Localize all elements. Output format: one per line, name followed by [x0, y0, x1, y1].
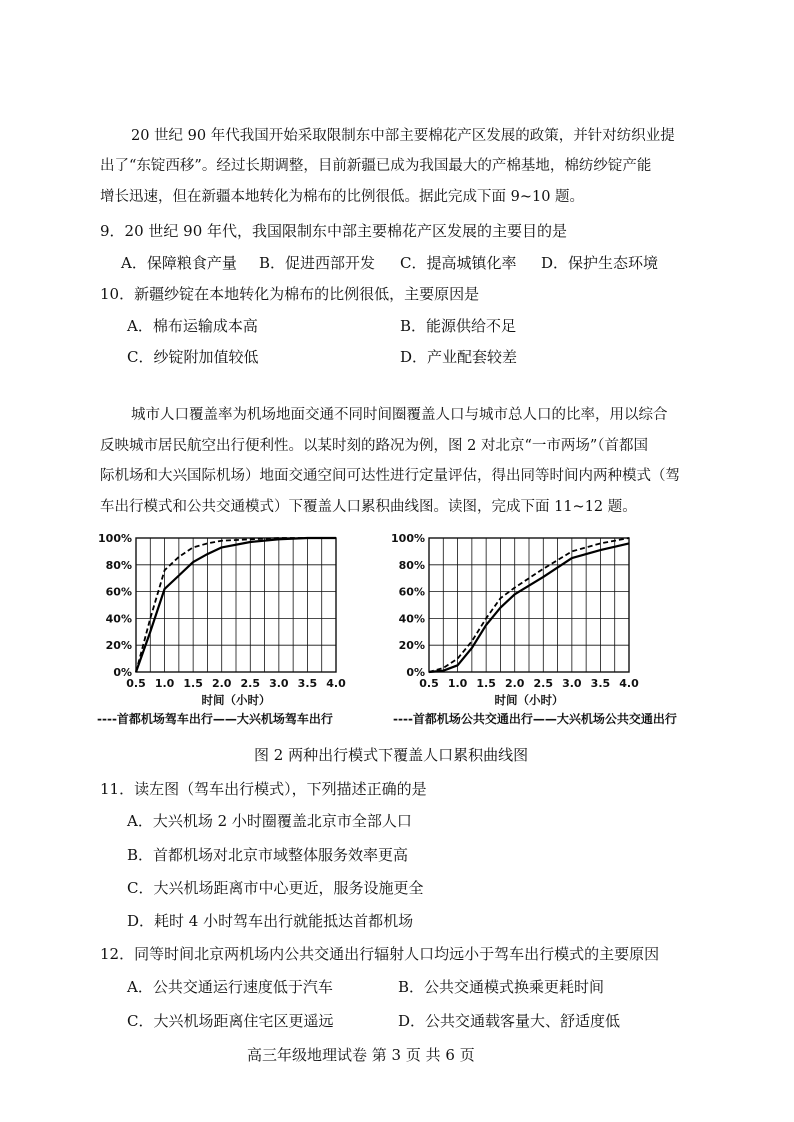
question-10-option-c[interactable]: C．纱锭附加值较低: [127, 348, 259, 366]
x-axis-title: 时间（小时）: [494, 693, 564, 707]
question-11-option-c[interactable]: C．大兴机场距离市中心更近，服务设施更全: [127, 879, 424, 897]
question-10-option-b[interactable]: B．能源供给不足: [400, 317, 517, 335]
y-tick-label: 20%: [105, 639, 132, 653]
question-12-option-b[interactable]: B．公共交通模式换乘更耗时间: [398, 978, 605, 996]
passage1-line-2: 出了“东锭西移”。经过长期调整，目前新疆已成为我国最大的产棉基地，棉纺纱锭产能: [100, 158, 652, 174]
question-10-stem: 10．新疆纱锭在本地转化为棉布的比例很低，主要原因是: [100, 285, 480, 303]
question-12-option-d[interactable]: D．公共交通载客量大、舒适度低: [398, 1012, 621, 1030]
y-tick-label: 100%: [391, 532, 425, 545]
x-tick-label: 2.5: [240, 677, 261, 690]
question-11-stem: 11．读左图（驾车出行模式），下列描述正确的是: [100, 780, 427, 798]
x-tick-label: 3.5: [590, 677, 611, 690]
x-tick-label: 2.5: [533, 677, 554, 690]
question-9-option-c[interactable]: C．提高城镇化率: [400, 254, 517, 272]
question-11-option-d[interactable]: D．耗时 4 小时驾车出行就能抵达首都机场: [127, 912, 414, 930]
question-9-stem: 9．20 世纪 90 年代，我国限制东中部主要棉花产区发展的主要目的是: [100, 222, 568, 240]
question-9-option-d[interactable]: D．保护生态环境: [541, 254, 659, 272]
question-11-option-a[interactable]: A．大兴机场 2 小时圈覆盖北京市全部人口: [127, 812, 412, 830]
chart-public-transit-legend: ----首都机场公共交通出行——大兴机场公共交通出行: [393, 712, 677, 726]
question-9-option-a[interactable]: A．保障粮食产量: [121, 254, 237, 272]
y-tick-label: 100%: [98, 532, 132, 545]
x-tick-label: 3.0: [269, 677, 289, 690]
passage2-line-3: 际机场和大兴国际机场）地面交通空间可达性进行定量评估，得出同等时间内两种模式（驾: [100, 468, 680, 484]
x-tick-label: 2.0: [504, 677, 525, 690]
question-12-option-c[interactable]: C．大兴机场距离住宅区更遥远: [127, 1012, 334, 1030]
x-tick-label: 1.5: [183, 677, 203, 690]
passage2-line-1: 城市人口覆盖率为机场地面交通不同时间圈覆盖人口与城市总人口的比率，用以综合: [131, 407, 668, 423]
passage2-line-2: 反映城市居民航空出行便利性。以某时刻的路况为例，图 2 对北京“一市两场”（首都国: [100, 438, 649, 454]
question-9-option-b[interactable]: B．促进西部开发: [259, 254, 376, 272]
question-12-option-a[interactable]: A．公共交通运行速度低于汽车: [127, 978, 333, 996]
chart-public-transit-svg: [393, 528, 653, 713]
y-tick-label: 20%: [398, 639, 425, 653]
y-tick-label: 60%: [398, 585, 425, 599]
y-tick-label: 80%: [105, 558, 132, 572]
y-tick-label: 60%: [105, 585, 132, 599]
chart-public-transit: [393, 528, 653, 713]
y-tick-label: 0%: [406, 666, 425, 679]
passage1-line-1: 20 世纪 90 年代我国开始采取限制东中部主要棉花产区发展的政策，并针对纺织业提: [131, 128, 675, 144]
y-tick-label: 40%: [105, 612, 132, 626]
chart-driving-svg: [100, 528, 360, 713]
x-tick-label: 3.0: [562, 677, 582, 690]
question-12-stem: 12．同等时间北京两机场内公共交通出行辐射人口均远小于驾车出行模式的主要原因: [100, 945, 660, 963]
passage1-line-3: 增长迅速，但在新疆本地转化为棉布的比例很低。据此完成下面 9~10 题。: [100, 189, 585, 205]
y-tick-label: 0%: [113, 666, 132, 679]
chart-driving-legend: ----首都机场驾车出行——大兴机场驾车出行: [97, 712, 333, 726]
x-tick-label: 1.0: [154, 677, 175, 690]
page-footer: 高三年级地理试卷 第 3 页 共 6 页: [247, 1046, 475, 1064]
x-tick-label: 0.5: [419, 677, 439, 690]
x-tick-label: 4.0: [326, 677, 346, 690]
passage2-line-4: 车出行模式和公共交通模式）下覆盖人口累积曲线图。读图，完成下面 11~12 题。: [100, 499, 637, 515]
x-tick-label: 0.5: [126, 677, 146, 690]
x-tick-label: 4.0: [619, 677, 639, 690]
x-tick-label: 2.0: [211, 677, 232, 690]
figure-caption: 图 2 两种出行模式下覆盖人口累积曲线图: [254, 746, 529, 764]
x-tick-label: 3.5: [297, 677, 318, 690]
question-11-option-b[interactable]: B．首都机场对北京市域整体服务效率更高: [127, 846, 409, 864]
x-tick-label: 1.0: [447, 677, 468, 690]
question-10-option-a[interactable]: A．棉布运输成本高: [127, 317, 258, 335]
x-axis-title: 时间（小时）: [201, 693, 271, 707]
question-10-option-d[interactable]: D．产业配套较差: [400, 348, 518, 366]
y-tick-label: 40%: [398, 612, 425, 626]
chart-driving: [100, 528, 360, 713]
x-tick-label: 1.5: [476, 677, 496, 690]
y-tick-label: 80%: [398, 558, 425, 572]
